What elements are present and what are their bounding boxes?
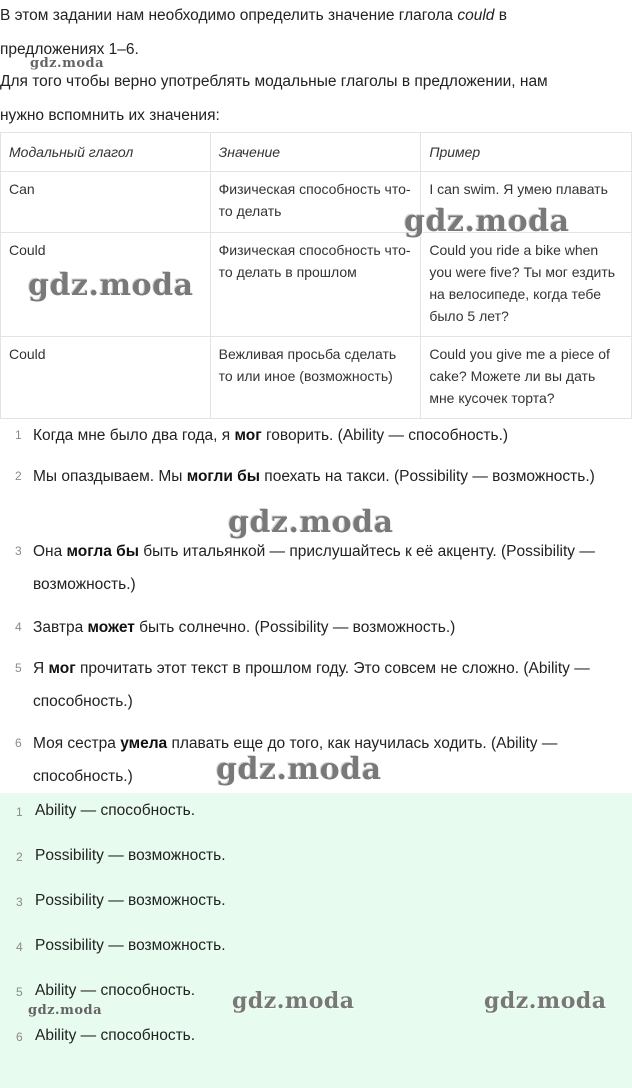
answer-item xyxy=(0,800,632,822)
answer-item xyxy=(0,935,632,957)
intro-text: в xyxy=(494,7,507,24)
table-cell: Физическая способность что-то делать xyxy=(210,172,421,233)
table-cell: Can xyxy=(1,172,211,233)
table-cell: Could xyxy=(1,337,211,419)
sentence-part: Я xyxy=(33,660,49,677)
watermark: gdz.moda xyxy=(28,1003,103,1018)
answer-text: Ability — способность. xyxy=(35,802,196,819)
sentence-bold: мог xyxy=(234,427,262,444)
sentence-bold: умела xyxy=(120,735,168,752)
sentence-text xyxy=(33,611,629,644)
item-number: 5 xyxy=(15,661,22,675)
sentence-bold: могла бы xyxy=(66,543,139,560)
item-number: 6 xyxy=(15,736,22,750)
answers-block xyxy=(0,793,632,1088)
table-header-cell: Значение xyxy=(210,133,421,172)
sentence-part: Моя сестра xyxy=(33,735,121,752)
table-cell: Физическая способность что-то делать в прошлом xyxy=(210,233,421,337)
sentence-item xyxy=(0,652,632,718)
table-cell: Could you give me a piece of cake? Можете ли вы дать мне кусочек торта? xyxy=(421,337,632,419)
sentence-part: поехать на такси. (Possibility — возможность.) xyxy=(260,468,595,485)
item-number: 6 xyxy=(16,1030,23,1044)
table-cell: I can swim. Я умею плавать xyxy=(421,172,632,233)
sentence-part: Когда мне было два года, я xyxy=(33,427,235,444)
sentence-bold: может xyxy=(87,619,135,636)
item-number: 2 xyxy=(15,469,22,483)
sentence-part: говорить. (Ability — способность.) xyxy=(261,427,509,444)
watermark: gdz.moda xyxy=(404,204,570,239)
sentence-bold: мог xyxy=(48,660,76,677)
sentence-part: быть итальянкой — прислушайтесь к её акценту. (Possibility — возможность.) xyxy=(33,543,595,593)
answer-item xyxy=(0,890,632,912)
intro-italic-word: could xyxy=(457,7,495,24)
sentence-bold: могли бы xyxy=(186,468,260,485)
watermark: gdz.moda xyxy=(30,56,105,71)
item-number: 1 xyxy=(16,805,23,819)
sentence-item xyxy=(0,535,632,601)
answer-text: Possibility — возможность. xyxy=(35,892,226,909)
item-number: 3 xyxy=(15,544,22,558)
table-header-cell: Модальный глагол xyxy=(1,133,211,172)
watermark: gdz.moda xyxy=(232,988,355,1014)
answer-text: Possibility — возможность. xyxy=(35,847,226,864)
watermark: gdz.moda xyxy=(484,988,607,1014)
table-row xyxy=(1,337,632,419)
sentence-part: Она xyxy=(33,543,67,560)
table-header-cell: Пример xyxy=(421,133,632,172)
sentence-part: прочитать этот текст в прошлом году. Это совсем не сложно. (Ability — способность.) xyxy=(33,660,590,710)
answer-text: Possibility — возможность. xyxy=(35,937,226,954)
sentence-item xyxy=(0,419,632,452)
item-number: 1 xyxy=(15,428,22,442)
item-number: 5 xyxy=(16,985,23,999)
intro-line-2: предложениях 1–6. xyxy=(0,41,139,58)
answer-text: Ability — способность. xyxy=(35,982,196,999)
watermark: gdz.moda xyxy=(228,505,394,540)
table-cell: Вежливая просьба сделать то или иное (возможность) xyxy=(210,337,421,419)
sentence-part: Завтра xyxy=(33,619,88,636)
item-number: 4 xyxy=(15,620,22,634)
item-number: 2 xyxy=(16,850,23,864)
intro-line-4: нужно вспомнить их значения: xyxy=(0,107,220,124)
sentence-text xyxy=(33,460,629,493)
intro-line-1 xyxy=(0,6,507,26)
sentence-part: Мы опаздываем. Мы xyxy=(33,468,187,485)
answer-item xyxy=(0,1025,632,1047)
table-cell: Could you ride a bike when you were five? Ты мог ездить на велосипеде, когда тебе было 5 лет? xyxy=(421,233,632,337)
sentence-item xyxy=(0,611,632,644)
sentence-part: быть солнечно. (Possibility — возможность.) xyxy=(134,619,456,636)
table-cell: Could xyxy=(1,233,211,337)
answer-item xyxy=(0,845,632,867)
item-number: 4 xyxy=(16,940,23,954)
table-header-row xyxy=(1,133,632,172)
item-number: 3 xyxy=(16,895,23,909)
intro-text: В этом задании нам необходимо определить значение глагола xyxy=(0,7,458,24)
sentence-text xyxy=(33,652,629,718)
watermark: gdz.moda xyxy=(28,268,194,303)
sentence-text xyxy=(33,535,629,601)
answer-text: Ability — способность. xyxy=(35,1027,196,1044)
watermark: gdz.moda xyxy=(216,752,382,787)
sentence-part: плавать еще до того, как научилась ходить. (Ability — способность.) xyxy=(33,735,558,785)
intro-line-3: Для того чтобы верно употреблять модальные глаголы в предложении, нам xyxy=(0,73,548,90)
sentence-text xyxy=(33,419,629,452)
